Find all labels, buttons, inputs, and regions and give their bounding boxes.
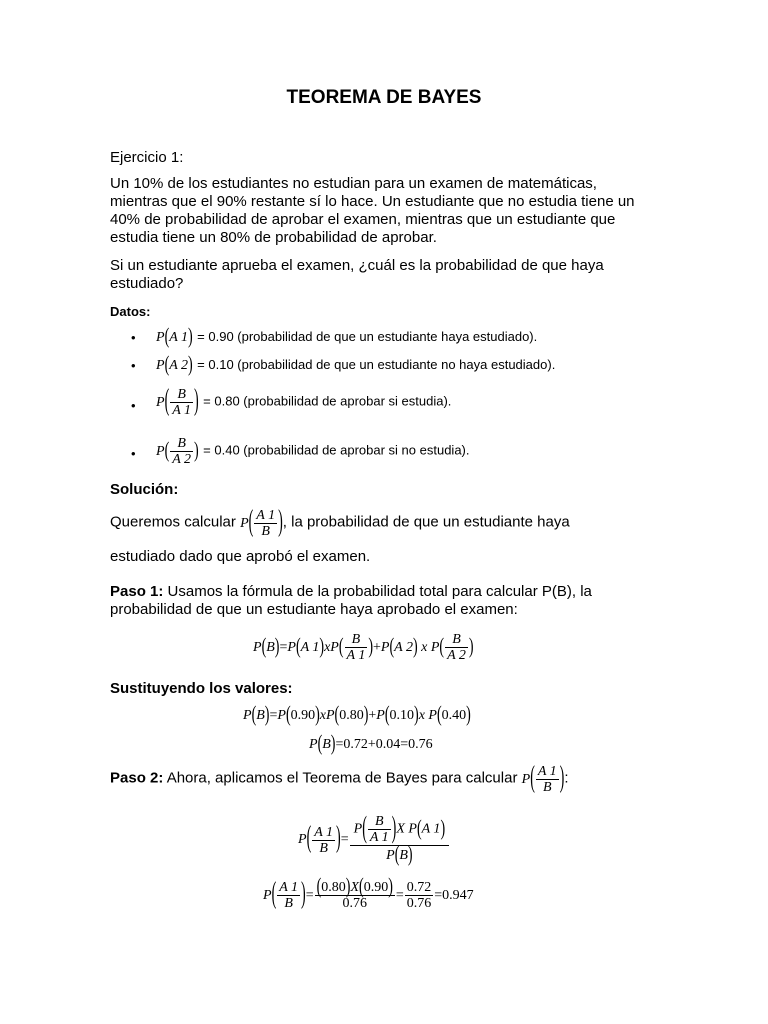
want-line: Queremos calcular P( $\frac{A 1}{B}$ ), la probabilidad de que un estudiante haya — [110, 505, 570, 539]
bullet-icon: • — [131, 330, 136, 345]
exercise-label: Ejercicio 1: — [110, 149, 184, 166]
pb-result-formula: P(B)=0.72+0.04=0.76 — [309, 731, 433, 756]
step2-line: Paso 2: Ahora, aplicamos el Teorema de Bayes para calcular P( $\frac{A 1}{B}$ ): — [110, 761, 569, 795]
math-expression: P( $\frac{B}{A 1}$ ) — [156, 384, 199, 418]
bullet-item: P( $\frac{B}{A 2}$ ) = 0.40 (probabilidad de aprobar si no estudia). — [156, 436, 470, 467]
math-expression: P( $\frac{B}{A 2}$ ) — [156, 436, 199, 467]
total-probability-formula: P(B)=P(A 1)xP( $\frac{B}{A 1}$ )+P(A 2) x P( $\frac{B}{A 2}$ ) — [253, 632, 474, 663]
want-line-2: estudiado dado que aprobó el examen. — [110, 548, 371, 565]
bullet-icon: • — [131, 358, 136, 373]
substitution-formula: P(B)=P(0.90)xP(0.80)+P(0.10)x P(0.40) — [243, 702, 471, 727]
math-expression: P( $\frac{A 1}{B}$ ) — [240, 505, 283, 539]
data-heading: Datos: — [110, 304, 151, 319]
step1-paragraph: Paso 1: Usamos la fórmula de la probabilidad total para calcular P(B), la probabilidad de que un estudiante haya aprobado el examen: — [110, 583, 592, 618]
bullet-icon: • — [131, 398, 136, 413]
page-title: TEOREMA DE BAYES — [286, 87, 482, 108]
bullet-item: P(A 1) = 0.90 (probabilidad de que un estudiante haya estudiado). — [156, 324, 538, 349]
intro-paragraph: Un 10% de los estudiantes no estudian para un examen de matemáticas, mientras que el 90% restante sí lo hace. Un estudiante que no estudia tiene un 40% de probabilidad de aprobar el examen, mientras que un estudiante que estudia tiene un 80% de probabilidad de aprobar. — [110, 175, 635, 246]
substitute-heading: Sustituyendo los valores: — [110, 680, 293, 697]
math-expression: P( $\frac{A 1}{B}$ ) — [521, 761, 565, 795]
solution-heading: Solución: — [110, 481, 179, 498]
math-expression: P(A 1) — [156, 324, 193, 349]
final-computation: P( $\frac{A 1}{B}$ )= $\frac{(0.80)X(0.90)}{0.76}$ = $\frac{0.72}{0.76}$ =0.947 — [263, 875, 474, 912]
bullet-icon: • — [131, 446, 136, 461]
math-expression: P(A 2) — [156, 352, 193, 377]
bullet-item: P( $\frac{B}{A 1}$ ) = 0.80 (probabilidad de aprobar si estudia). — [156, 384, 452, 418]
question-paragraph: Si un estudiante aprueba el examen, ¿cuál es la probabilidad de que haya estudiado? — [110, 257, 604, 292]
bullet-item: P(A 2) = 0.10 (probabilidad de que un estudiante no haya estudiado). — [156, 352, 556, 377]
bayes-formula: P( $\frac{A 1}{B}$ )= P( $\frac{B}{A 1}$ )X P(A 1) P(B) — [298, 814, 450, 866]
